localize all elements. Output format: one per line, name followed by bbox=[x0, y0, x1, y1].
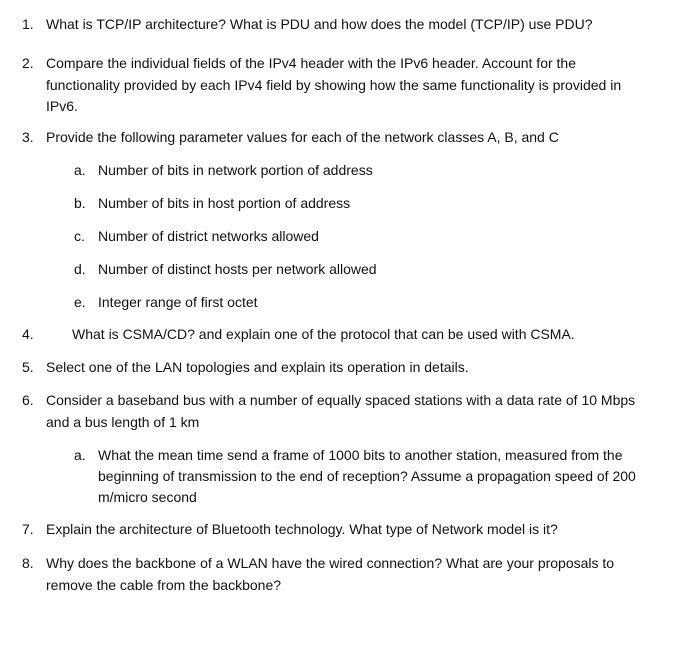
question-number: 4. bbox=[22, 326, 34, 342]
sub-item-text-line: beginning of transmission to the end of reception? Assume a propagation speed of 200 bbox=[98, 468, 636, 484]
sub-item-text: Number of district networks allowed bbox=[98, 228, 319, 244]
sub-item-text-line: m/micro second bbox=[98, 489, 197, 505]
question-number: 3. bbox=[22, 129, 34, 145]
question-number: 5. bbox=[22, 359, 34, 375]
sub-item-letter: a. bbox=[74, 162, 86, 178]
sub-item-letter: b. bbox=[74, 195, 86, 211]
sub-item-letter: a. bbox=[74, 447, 86, 463]
question-text-line: functionality provided by each IPv4 field by showing how the same functionality is provided in bbox=[46, 77, 622, 93]
question-text-line: Why does the backbone of a WLAN have the wired connection? What are your proposals to bbox=[46, 555, 615, 571]
sub-item-text-line: What the mean time send a frame of 1000 bits to another station, measured from the bbox=[98, 447, 623, 463]
question-text: Select one of the LAN topologies and explain its operation in details. bbox=[46, 359, 469, 375]
question-text-line: and a bus length of 1 km bbox=[46, 414, 200, 430]
question-text-line: IPv6. bbox=[46, 98, 78, 114]
question-number: 6. bbox=[22, 392, 34, 408]
question-number: 8. bbox=[22, 555, 34, 571]
question-number: 7. bbox=[22, 521, 34, 537]
question-text: What is TCP/IP architecture? What is PDU and how does the model (TCP/IP) use PDU? bbox=[46, 16, 593, 32]
question-number: 2. bbox=[22, 55, 34, 71]
sub-item-text: Number of bits in host portion of address bbox=[98, 195, 351, 211]
sub-item-text: Integer range of first octet bbox=[98, 294, 258, 310]
question-text-line: Compare the individual fields of the IPv4 header with the IPv6 header. Account for the bbox=[46, 55, 576, 71]
question-text-line: remove the cable from the backbone? bbox=[46, 577, 282, 593]
question-number: 1. bbox=[22, 16, 34, 32]
sub-item-text: Number of distinct hosts per network allowed bbox=[98, 261, 377, 277]
question-text: Provide the following parameter values for each of the network classes A, B, and C bbox=[46, 129, 559, 145]
sub-item-letter: e. bbox=[74, 294, 86, 310]
sub-item-letter: c. bbox=[74, 228, 85, 244]
sub-item-text: Number of bits in network portion of address bbox=[98, 162, 373, 178]
question-text: What is CSMA/CD? and explain one of the protocol that can be used with CSMA. bbox=[72, 326, 575, 342]
question-text-line: Consider a baseband bus with a number of equally spaced stations with a data rate of 10 Mbps bbox=[46, 392, 636, 408]
sub-item-letter: d. bbox=[74, 261, 86, 277]
question-text: Explain the architecture of Bluetooth technology. What type of Network model is it? bbox=[46, 521, 558, 537]
